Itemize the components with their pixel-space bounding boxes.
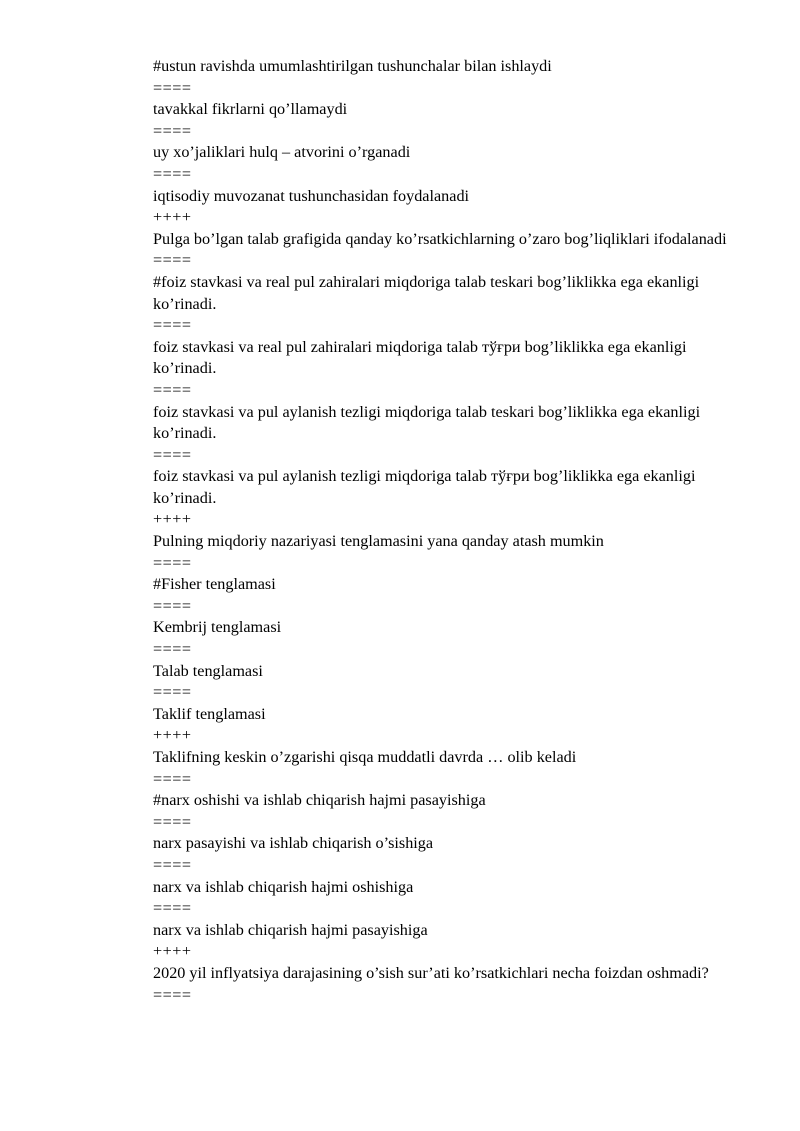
separator-line: ==== <box>153 640 192 659</box>
separator-line: ==== <box>153 251 192 270</box>
separator-line: ++++ <box>153 726 192 745</box>
text-line: tavakkal fikrlarni qo’llamaydi <box>153 100 348 119</box>
text-line: #Fisher tenglamasi <box>153 575 276 594</box>
separator-line: ++++ <box>153 942 192 961</box>
separator-line: ==== <box>153 553 192 572</box>
separator-line: ++++ <box>153 208 192 227</box>
text-line: Taklif tenglamasi <box>153 704 266 723</box>
text-line: Talab tenglamasi <box>153 661 263 680</box>
separator-line: ==== <box>153 596 192 615</box>
separator-line: ==== <box>153 164 192 183</box>
separator-line: ++++ <box>153 510 192 529</box>
text-line: narx va ishlab chiqarish hajmi pasayishiga <box>153 920 428 939</box>
document-page <box>0 56 800 1006</box>
separator-line: ==== <box>153 78 192 97</box>
separator-line: ==== <box>153 316 192 335</box>
separator-line: ==== <box>153 121 192 140</box>
text-line: foiz stavkasi va pul aylanish tezligi miqdoriga talab тўғри bog’liklikka ega ekanligi ko’rinadi. <box>153 467 696 507</box>
separator-line: ==== <box>153 899 192 918</box>
text-line: narx pasayishi va ishlab chiqarish o’sishiga <box>153 834 434 853</box>
separator-line: ==== <box>153 683 192 702</box>
text-line: Pulga bo’lgan talab grafigida qanday ko’rsatkichlarning o’zaro bog’liqliklari ifodalanadi <box>153 229 727 248</box>
text-line: #ustun ravishda umumlashtirilgan tushunchalar bilan ishlaydi <box>153 57 552 75</box>
text-line: narx va ishlab chiqarish hajmi oshishiga <box>153 877 414 896</box>
text-line: Kembrij tenglamasi <box>153 618 282 637</box>
text-line: Taklifning keskin o’zgarishi qisqa muddatli davrda … olib keladi <box>153 748 577 766</box>
separator-line: ==== <box>153 855 192 874</box>
separator-line: ==== <box>153 769 192 788</box>
text-line: uy xo’jaliklari hulq – atvorini o’rganadi <box>153 143 411 162</box>
separator-line: ==== <box>153 812 192 831</box>
text-line: iqtisodiy muvozanat tushunchasidan foydalanadi <box>153 186 470 205</box>
text-line: foiz stavkasi va real pul zahiralari miqdoriga talab тўғри bog’liklikka ega ekanligi ko’rinadi. <box>153 337 687 378</box>
text-line: foiz stavkasi va pul aylanish tezligi miqdoriga talab teskari bog’liklikka ega ekanligi ko’rinadi. <box>153 402 701 443</box>
text-line: #narx oshishi va ishlab chiqarish hajmi pasayishiga <box>153 791 486 810</box>
text-line: 2020 yil inflyatsiya darajasining o’sish sur’ati ko’rsatkichlari necha foizdan oshmadi? <box>153 963 709 982</box>
separator-line: ==== <box>153 985 192 1004</box>
separator-line: ==== <box>153 445 192 464</box>
separator-line: ==== <box>153 380 192 399</box>
text-line: Pulning miqdoriy nazariyasi tenglamasini yana qanday atash mumkin <box>153 532 604 551</box>
text-line: #foiz stavkasi va real pul zahiralari miqdoriga talab teskari bog’liklikka ega ekanligi ko’rinadi. <box>153 272 700 313</box>
